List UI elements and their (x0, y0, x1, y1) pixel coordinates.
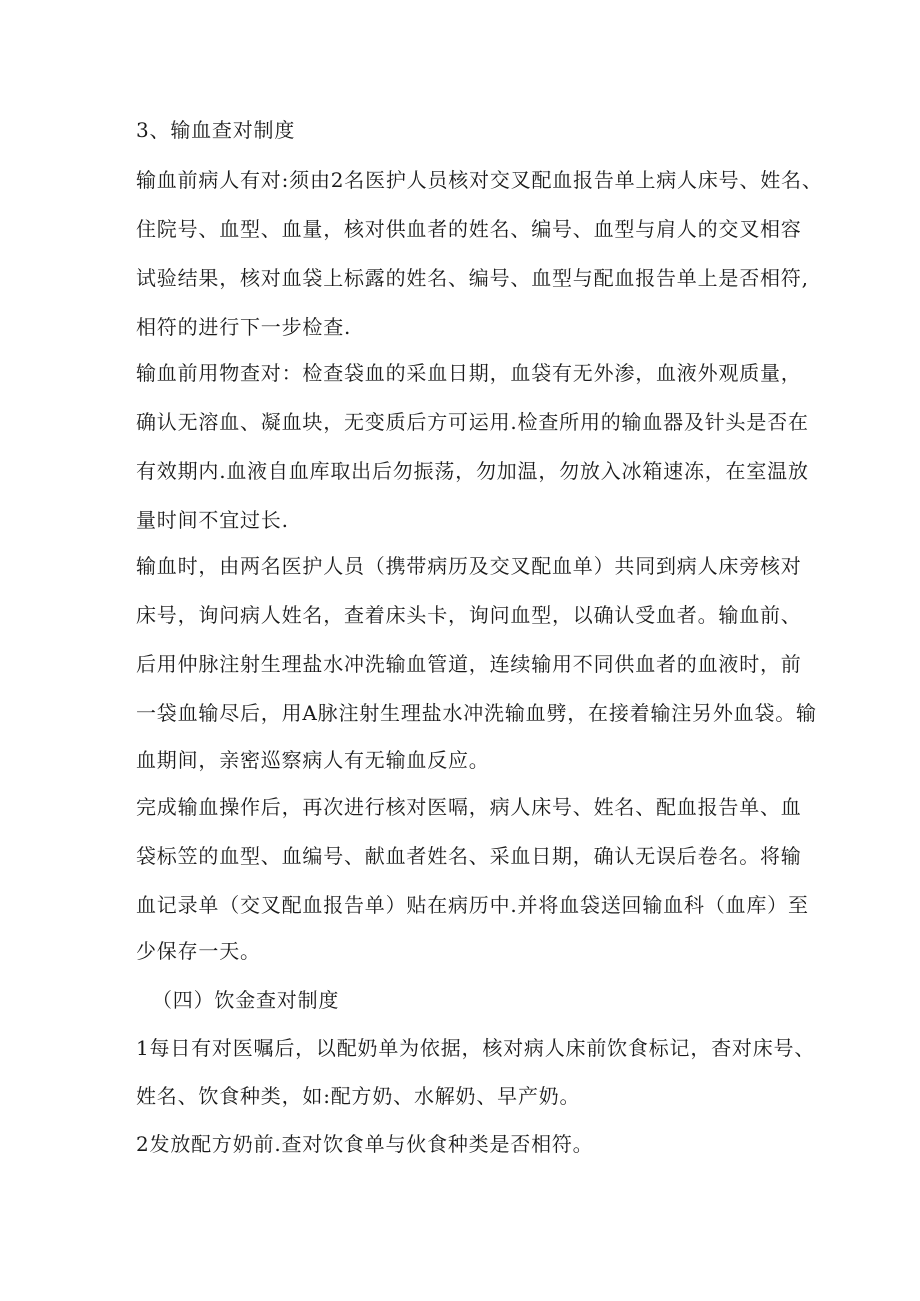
paragraph-line: 有效期内.血液自血库取出后勿振荡，勿加温，勿放入冰箱速冻，在室温放 (136, 459, 809, 483)
paragraph-line: 血期间，亲密巡察病人有无输血反应。 (136, 748, 490, 772)
paragraph-line: 袋标笠的血型、血编号、献血者姓名、采血日期，确认无误后卷名。将输 (136, 844, 802, 868)
list-item-line: 姓名、饮食种类，如:配方奶、水解奶、早产奶。 (136, 1084, 581, 1108)
paragraph-line: 一袋血输尽后，用A脉注射生理盐水冲洗输血劈，在接着输注另外血袋。输 (136, 701, 817, 725)
list-item-line: 2发放配方奶前.查对饮食单与伙食种类是否相符。 (136, 1132, 594, 1156)
section-heading: 3、输血查对制度 (136, 118, 296, 142)
paragraph-line: 完成输血操作后，再次进行核对医嗝，病人床号、姓名、配血报告单、血 (136, 795, 802, 819)
paragraph-line: 少保存一天。 (136, 939, 261, 963)
paragraph-line: 量时间不宜过长. (136, 508, 289, 532)
paragraph-line: 后用仲脉注射生理盐水冲洗输血管道，连续输用不同供血者的血液时，前 (136, 652, 802, 676)
subsection-heading: （四）饮金查对制度 (152, 988, 340, 1012)
list-item-line: 1每日有对医嘱后，以配奶单为依据，核对病人床前饮食标记，杳对床号、 (136, 1036, 816, 1060)
paragraph-line: 床号，询问病人姓名，查着床头卡，询问血型，以确认受血者。输血前、 (136, 603, 802, 627)
paragraph-line: 输血前病人有对:须由2名医护人员核对交叉配血报告单上病人床号、姓名、 (136, 168, 823, 192)
paragraph-line: 输血前用物查对：检查袋血的采血日期，血袋有无外渗，血液外观质量， (136, 361, 802, 385)
paragraph-line: 输血时，由两名医护人员（携带病历及交叉配血单）共同到病人床旁核对 (136, 554, 802, 578)
paragraph-line: 血记录单（交叉配血报告单）贴在病历中.并将血袋送回输血科（血库）至 (136, 893, 809, 917)
paragraph-line: 试验结果，核对血袋上标露的姓名、编号、血型与配血报告单上是否相符, (136, 266, 809, 290)
paragraph-line: 确认无溶血、凝血块，无变质后方可运用.检查所用的输血器及针头是否在 (136, 410, 809, 434)
paragraph-line: 相符的进行下一步检查. (136, 315, 352, 339)
paragraph-line: 住院号、血型、血量，核对供血者的姓名、编号、血型与肩人的交叉相容 (136, 217, 802, 241)
